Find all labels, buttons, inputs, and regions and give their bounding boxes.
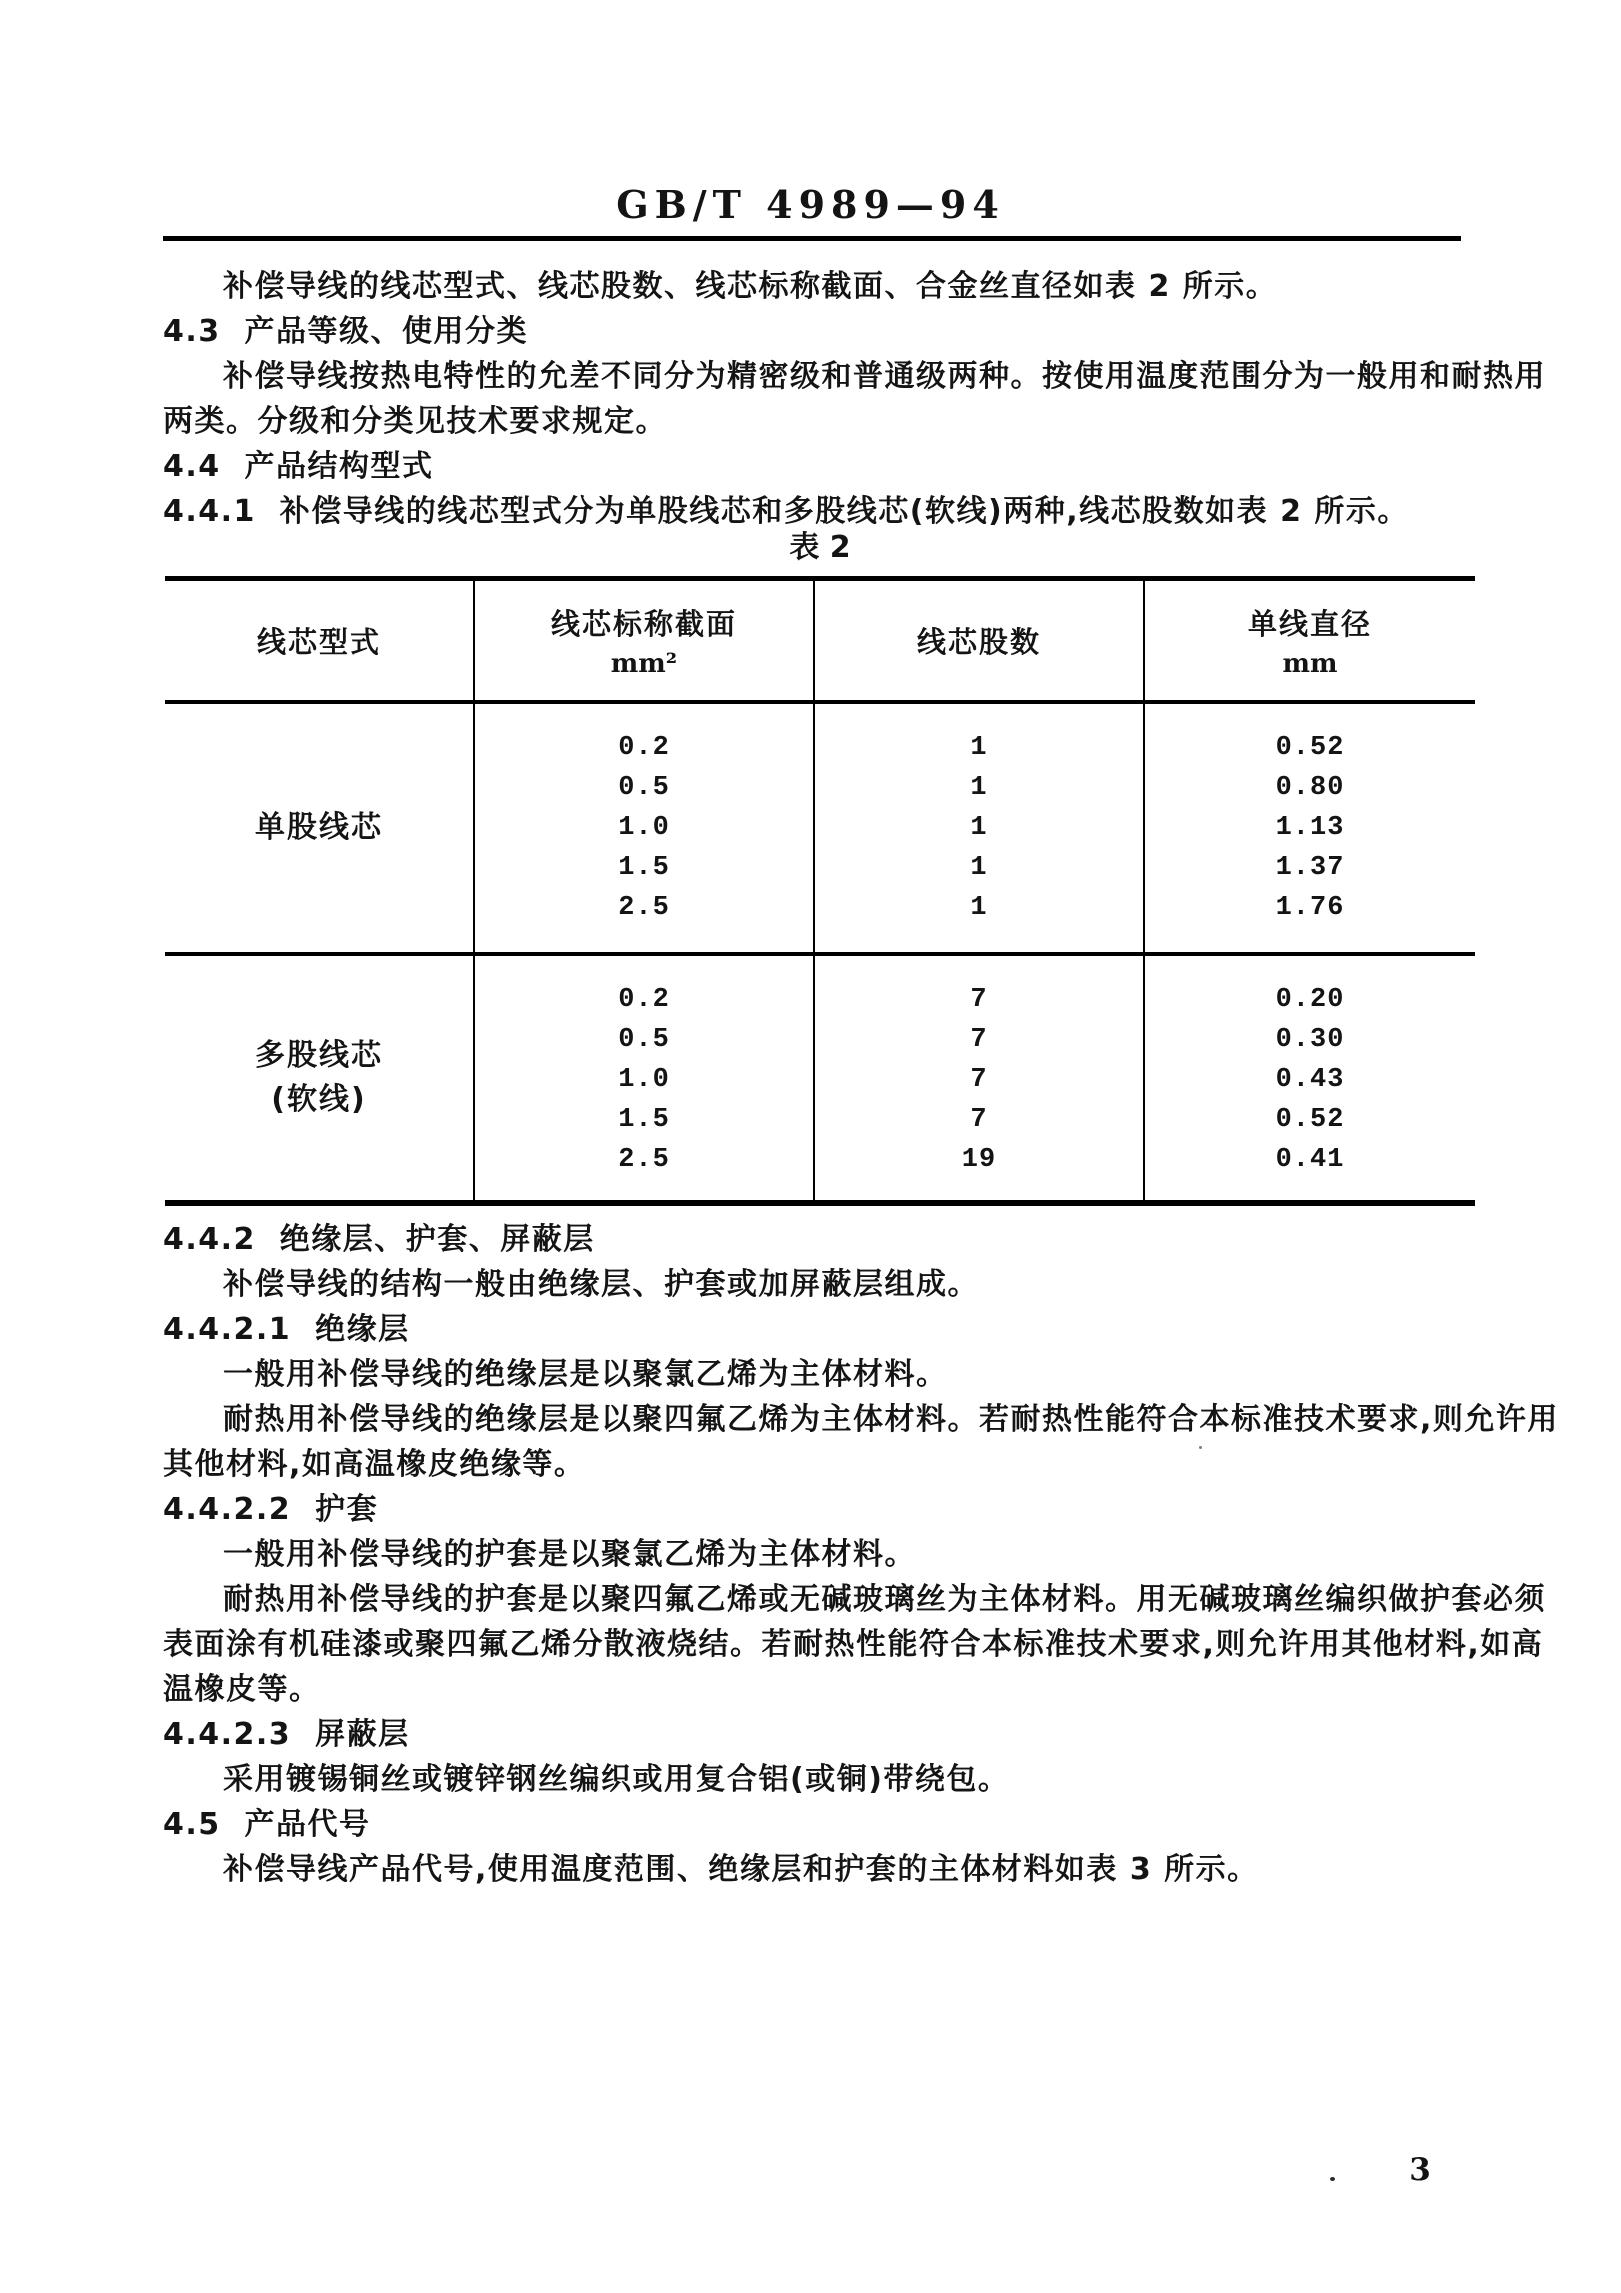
table-cell: 0.52 xyxy=(1275,1105,1345,1135)
section-heading-4-5: 4.5 产品代号 xyxy=(163,1807,371,1842)
scan-speck xyxy=(1199,1446,1202,1449)
table-cell: 1.37 xyxy=(1275,853,1345,883)
table-cell: 1.0 xyxy=(618,1065,670,1095)
table-cell: 7 xyxy=(970,1105,988,1135)
table-cell: 0.43 xyxy=(1275,1065,1345,1095)
table-cell: 1 xyxy=(970,853,988,883)
group-label-solid-core: 单股线芯 xyxy=(255,810,383,845)
text-line: 补偿导线的线芯型式、线芯股数、线芯标称截面、合金丝直径如表 2 所示。 xyxy=(223,269,1278,304)
text-line: 采用镀锡铜丝或镀锌钢丝编织或用复合铝(或铜)带绕包。 xyxy=(223,1762,1010,1797)
text-line: 耐热用补偿导线的护套是以聚四氟乙烯或无碱玻璃丝为主体材料。用无碱玻璃丝编织做护套必须 xyxy=(223,1582,1546,1617)
table-cell: 19 xyxy=(961,1145,997,1175)
table-cell: 2.5 xyxy=(618,893,670,923)
table-cell: 0.52 xyxy=(1275,733,1345,763)
table-cell: 1.13 xyxy=(1275,813,1345,843)
header-rule xyxy=(163,236,1461,241)
table-cell: 0.30 xyxy=(1275,1025,1345,1055)
table-cell: 0.5 xyxy=(618,773,670,803)
table-cell: 1 xyxy=(970,733,988,763)
table-cell: 0.20 xyxy=(1275,985,1345,1015)
text-line: 耐热用补偿导线的绝缘层是以聚四氟乙烯为主体材料。若耐热性能符合本标准技术要求,则允许用 xyxy=(223,1402,1559,1437)
section-heading-4-4: 4.4 产品结构型式 xyxy=(163,449,434,484)
table-cell: 2.5 xyxy=(618,1145,670,1175)
table-cell: 1 xyxy=(970,893,988,923)
section-heading-4-4-2-3: 4.4.2.3 屏蔽层 xyxy=(163,1717,410,1752)
table-cell: 0.41 xyxy=(1275,1145,1345,1175)
table-cell: 0.80 xyxy=(1275,773,1345,803)
section-heading-4-4-1: 4.4.1 补偿导线的线芯型式分为单股线芯和多股线芯(软线)两种,线芯股数如表 2 所示。 xyxy=(163,494,1409,529)
table-cell: 1.5 xyxy=(618,853,670,883)
text-line: 两类。分级和分类见技术要求规定。 xyxy=(163,404,667,439)
text-line: 补偿导线按热电特性的允差不同分为精密级和普通级两种。按使用温度范围分为一般用和耐热用 xyxy=(223,359,1546,394)
text-line: 一般用补偿导线的绝缘层是以聚氯乙烯为主体材料。 xyxy=(223,1357,948,1392)
text-line: 表面涂有机硅漆或聚四氟乙烯分散液烧结。若耐热性能符合本标准技术要求,则允许用其他材料,如高 xyxy=(163,1627,1544,1662)
table-cell: 1 xyxy=(970,773,988,803)
table2 xyxy=(165,576,1475,1206)
table-cell: 7 xyxy=(970,985,988,1015)
standard-number-heading: GB/T 4989—94 xyxy=(616,182,1005,227)
column-sections-group1 xyxy=(475,704,813,952)
column-diameters-group1 xyxy=(1145,704,1475,952)
table-header-strand-count: 线芯股数 xyxy=(916,625,1041,659)
group-label-stranded-core: 多股线芯 (软线) xyxy=(255,1038,383,1117)
table-header-nominal-section: 线芯标称截面 mm² xyxy=(550,607,737,679)
column-diameters-group2 xyxy=(1145,956,1475,1200)
table-cell: 0.2 xyxy=(618,985,670,1015)
table-cell: 1.76 xyxy=(1275,893,1345,923)
text-line: 补偿导线的结构一般由绝缘层、护套或加屏蔽层组成。 xyxy=(223,1267,979,1302)
column-sections-group2 xyxy=(475,956,813,1200)
table-header-core-type: 线芯型式 xyxy=(256,625,381,659)
page-number: 3 xyxy=(1409,2152,1431,2188)
table-cell: 7 xyxy=(970,1025,988,1055)
section-heading-4-4-2-1: 4.4.2.1 绝缘层 xyxy=(163,1312,410,1347)
section-heading-4-4-2: 4.4.2 绝缘层、护套、屏蔽层 xyxy=(163,1222,595,1257)
column-strands-group1 xyxy=(815,704,1143,952)
section-heading-4-4-2-2: 4.4.2.2 护套 xyxy=(163,1492,379,1527)
table-header-wire-diameter: 单线直径 mm xyxy=(1247,607,1372,679)
table-cell: 0.2 xyxy=(618,733,670,763)
text-line: 温橡皮等。 xyxy=(163,1672,321,1707)
table-cell: 1.0 xyxy=(618,813,670,843)
column-strands-group2 xyxy=(815,956,1143,1200)
upper-text-block xyxy=(163,264,1546,534)
text-line: 其他材料,如高温橡皮绝缘等。 xyxy=(163,1447,586,1482)
table2-caption: 表 2 xyxy=(789,530,851,565)
text-line: 一般用补偿导线的护套是以聚氯乙烯为主体材料。 xyxy=(223,1537,916,1572)
table-cell: 1.5 xyxy=(618,1105,670,1135)
scan-speck xyxy=(1330,2177,1335,2181)
section-heading-4-3: 4.3 产品等级、使用分类 xyxy=(163,314,529,349)
table-cell: 7 xyxy=(970,1065,988,1095)
text-line: 补偿导线产品代号,使用温度范围、绝缘层和护套的主体材料如表 3 所示。 xyxy=(223,1852,1259,1887)
table-cell: 0.5 xyxy=(618,1025,670,1055)
table-cell: 1 xyxy=(970,813,988,843)
lower-text-block xyxy=(163,1217,1559,1892)
